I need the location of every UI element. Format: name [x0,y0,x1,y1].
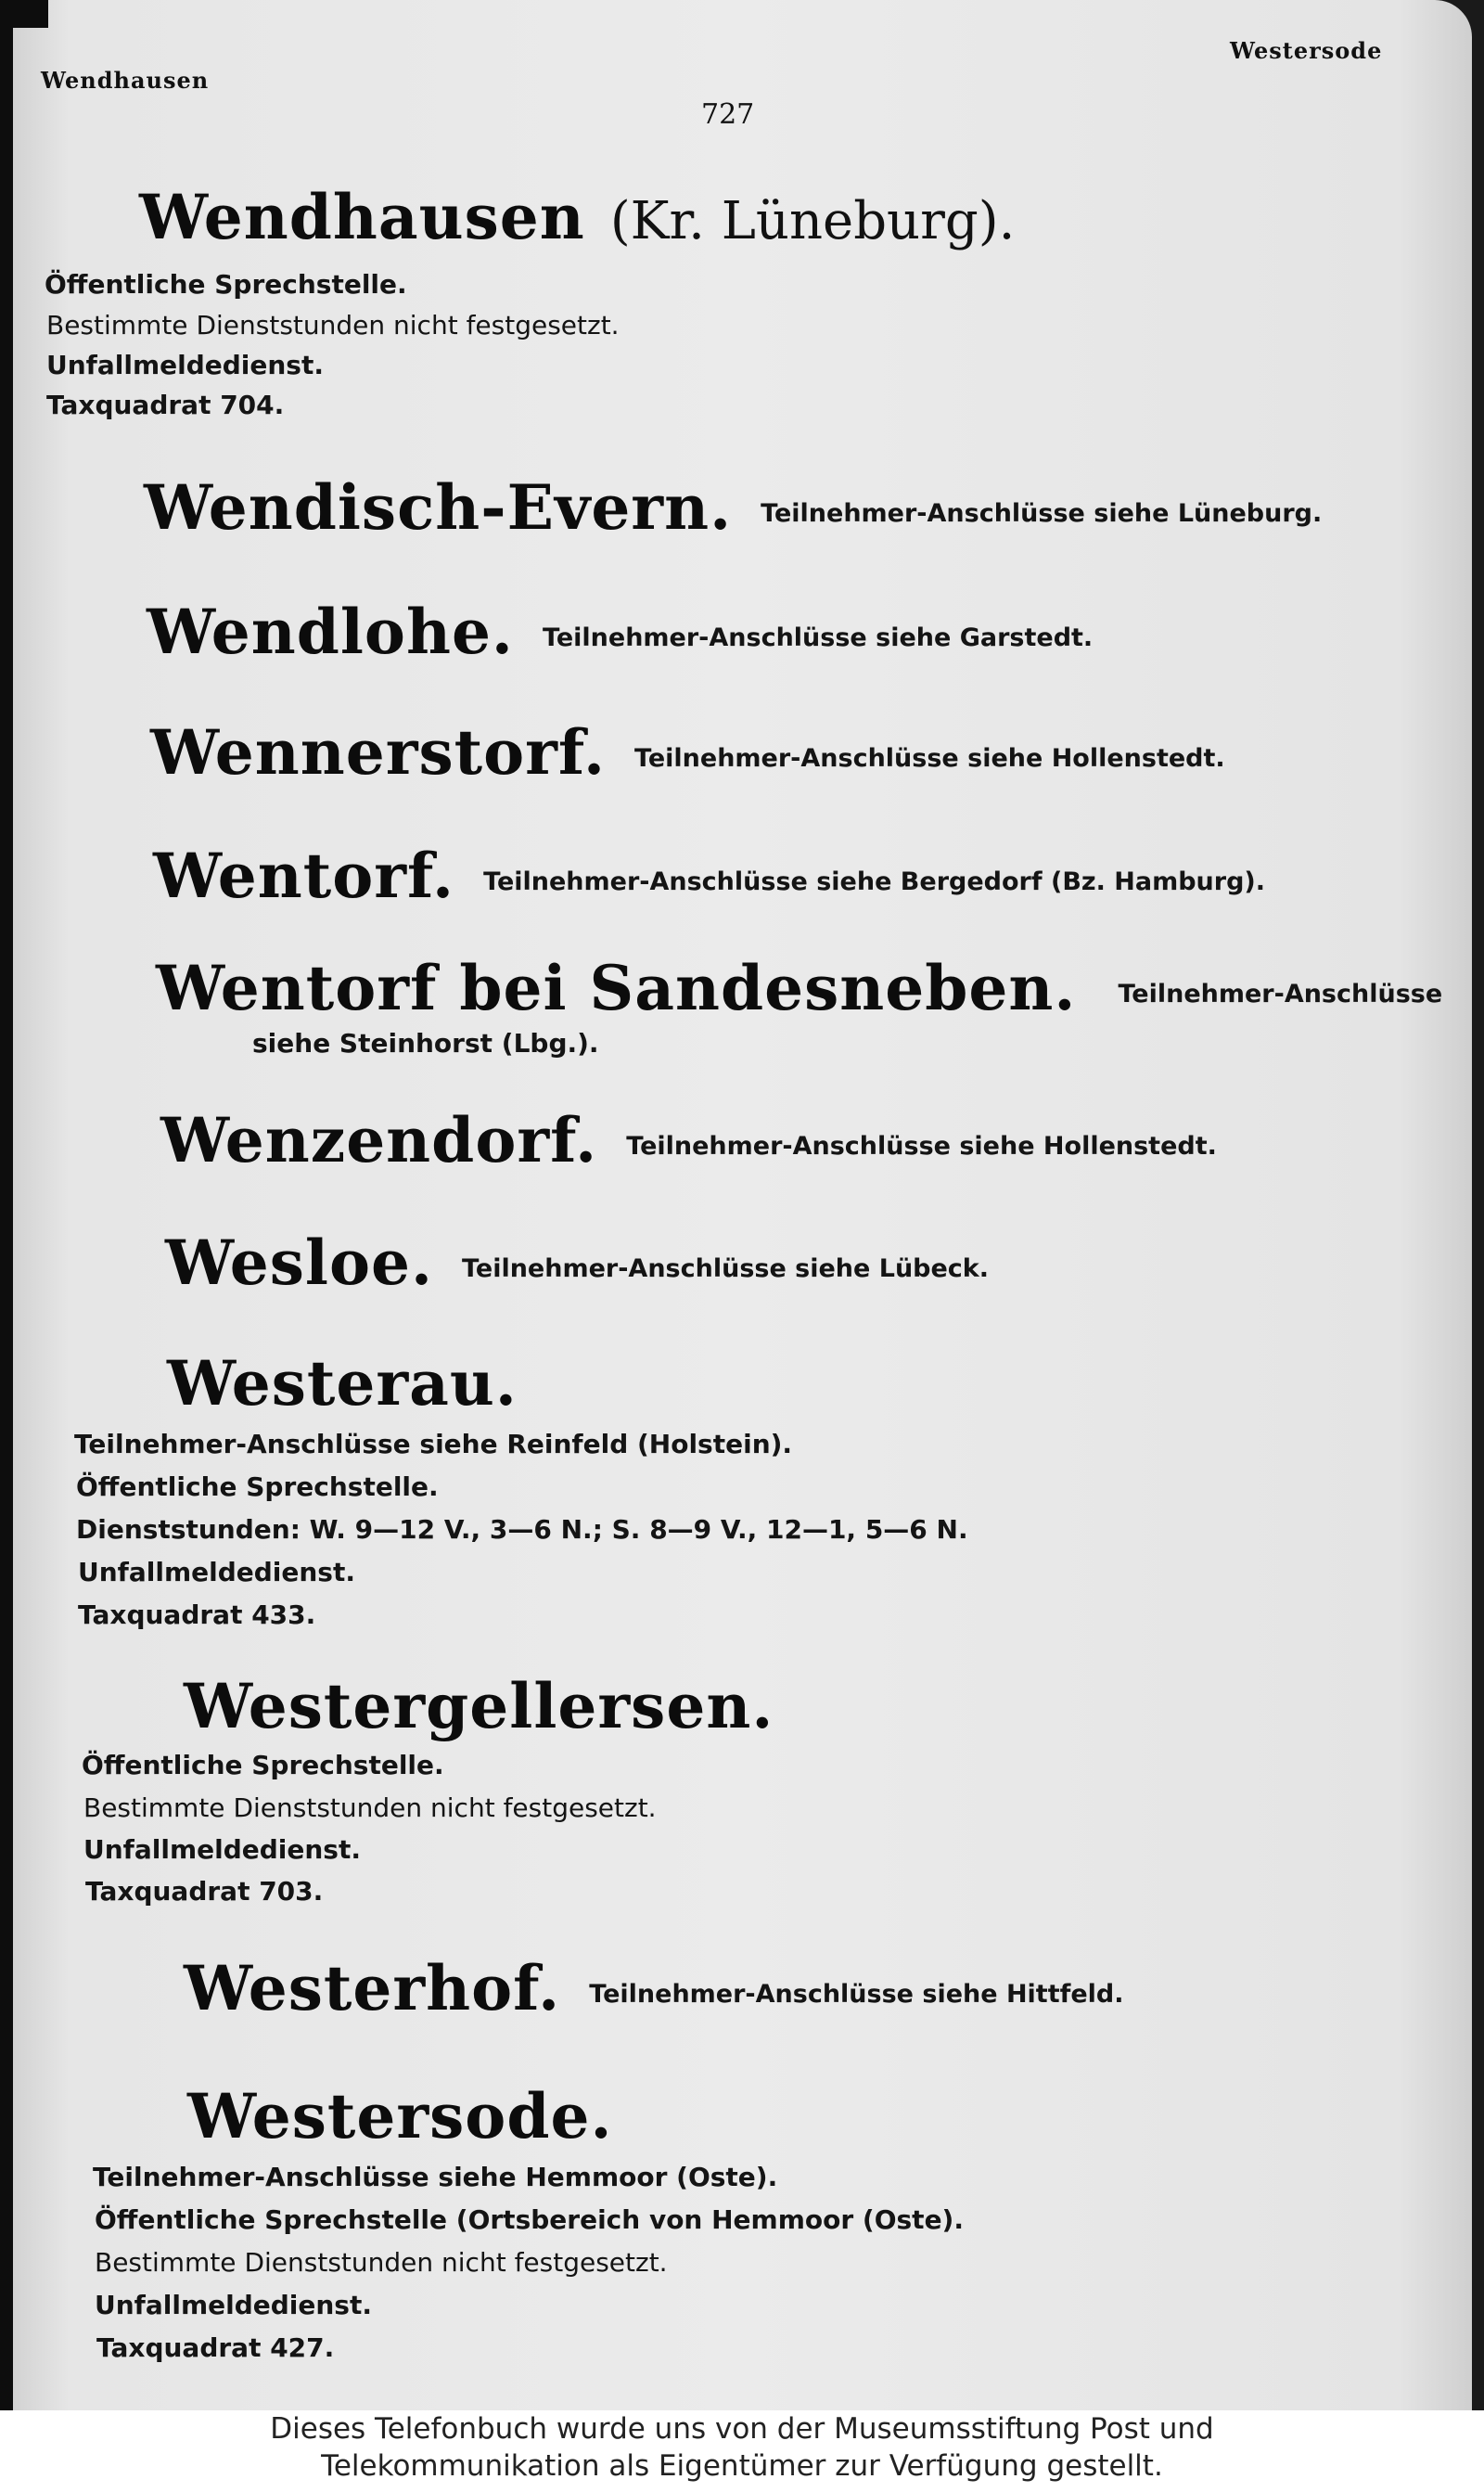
place-name: Westerau. [167,1347,518,1419]
page-left-edge [0,0,13,2410]
entry-line: Taxquadrat 427. [96,2332,335,2363]
place-name: Wentorf bei Sandesneben. [156,952,1077,1024]
place-name: Westerhof. [184,1952,561,2024]
provenance-footer [0,2410,1484,2492]
running-head-left: Wendhausen [41,67,210,94]
entry-line: Bestimmte Dienststunden nicht festgesetzt. [83,1792,657,1823]
entry-wennerstorf [150,716,1225,789]
entry-line: Taxquadrat 704. [46,390,285,420]
reference-text: Teilnehmer-Anschlüsse [1118,980,1443,1008]
entry-wendhausen [139,181,1015,253]
place-name: Wennerstorf. [150,716,606,789]
place-qualifier: (Kr. Lüneburg). [609,191,1016,251]
entry-westersode [187,2080,612,2152]
place-name: Wendlohe. [147,596,514,668]
page-number: 727 [701,98,755,131]
reference-text: Teilnehmer-Anschlüsse siehe Lübeck. [462,1254,990,1283]
entry-line: Dienststunden: W. 9—12 V., 3—6 N.; S. 8—9 V., 12—1, 5—6 N. [76,1514,968,1545]
entry-line: Teilnehmer-Anschlüsse siehe Reinfeld (Holstein). [74,1429,793,1459]
entry-line: Teilnehmer-Anschlüsse siehe Hemmoor (Oste). [93,2162,778,2192]
place-name: Westersode. [187,2080,613,2152]
entry-line: Unfallmeldedienst. [46,350,324,380]
reference-text: Teilnehmer-Anschlüsse siehe Hollenstedt. [626,1132,1217,1161]
entry-line: Öffentliche Sprechstelle (Ortsbereich von Hemmoor (Oste). [95,2204,964,2235]
entry-line: Unfallmeldedienst. [95,2290,372,2320]
reference-text: Teilnehmer-Anschlüsse siehe Lüneburg. [761,499,1323,528]
place-name: Wendisch-Evern. [144,471,733,544]
entry-wendisch-evern [144,471,1322,544]
entry-wendlohe [147,596,1093,668]
running-head-right: Westersode [1230,37,1383,64]
entry-wentorf-bei-sandesneben [156,952,1442,1024]
entry-wesloe [165,1227,989,1299]
entry-wenzendorf [160,1104,1217,1176]
entry-line: Taxquadrat 433. [78,1599,316,1630]
entry-line: Unfallmeldedienst. [83,1834,361,1865]
reference-text: Teilnehmer-Anschlüsse siehe Garstedt. [543,623,1094,652]
entry-westergellersen [184,1670,774,1742]
entry-line: Bestimmte Dienststunden nicht festgesetzt. [95,2247,668,2278]
entry-line: Bestimmte Dienststunden nicht festgesetzt. [46,310,620,340]
place-name: Wesloe. [165,1227,433,1299]
entry-line: Taxquadrat 703. [85,1876,324,1907]
footer-line-1: Dieses Telefonbuch wurde uns von der Museumsstiftung Post und [270,2412,1214,2446]
entry-line: Öffentliche Sprechstelle. [45,269,407,300]
page-corner-mark [0,0,48,28]
entry-westerau [167,1347,518,1419]
entry-westerhof [184,1952,1124,2024]
place-name: Wendhausen [139,181,585,253]
reference-text: Teilnehmer-Anschlüsse siehe Hittfeld. [589,1980,1124,2009]
place-name: Wentorf. [153,840,455,912]
reference-text: Teilnehmer-Anschlüsse siehe Hollenstedt. [634,744,1225,773]
place-name: Wenzendorf. [160,1104,598,1176]
entry-line: Öffentliche Sprechstelle. [76,1471,439,1502]
footer-line-2: Telekommunikation als Eigentümer zur Verfügung gestellt. [321,2449,1163,2483]
reference-text: Teilnehmer-Anschlüsse siehe Bergedorf (Bz. Hamburg). [483,867,1266,896]
entry-wentorf [153,840,1265,912]
reference-continuation: siehe Steinhorst (Lbg.). [252,1028,599,1059]
entry-line: Öffentliche Sprechstelle. [82,1750,444,1780]
entry-line: Unfallmeldedienst. [78,1557,355,1587]
place-name: Westergellersen. [184,1670,774,1742]
